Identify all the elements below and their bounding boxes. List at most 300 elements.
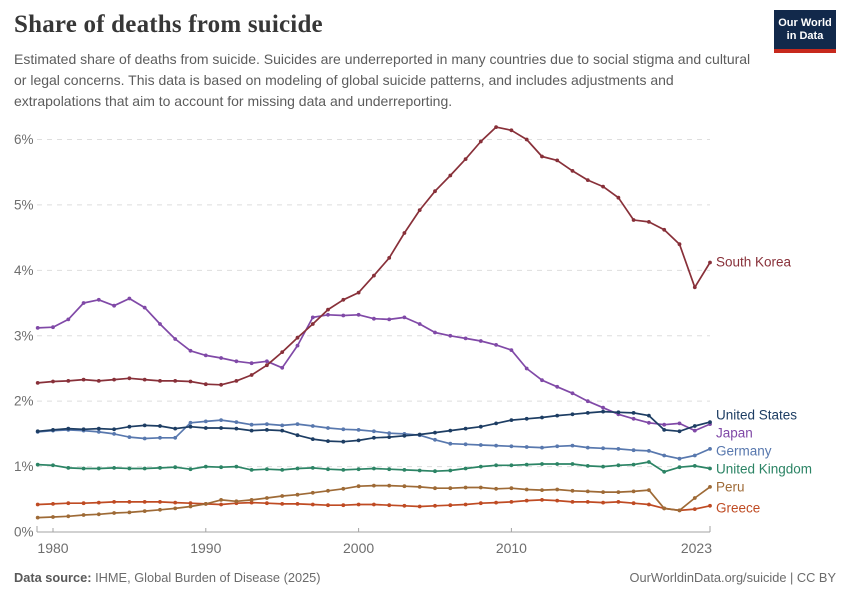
- attribution: OurWorldinData.org/suicide | CC BY: [629, 570, 836, 585]
- series-point-greece: [632, 501, 636, 505]
- series-point-united-kingdom: [403, 468, 407, 472]
- series-point-united-kingdom: [82, 467, 86, 471]
- series-point-united-kingdom: [51, 463, 55, 467]
- series-label-united-kingdom: United Kingdom: [716, 461, 813, 477]
- series-point-germany: [204, 420, 208, 424]
- series-point-south-korea: [647, 220, 651, 224]
- series-point-japan: [586, 399, 590, 403]
- series-point-united-states: [51, 428, 55, 432]
- x-tick-label: 2010: [495, 540, 527, 556]
- series-point-united-kingdom: [448, 469, 452, 473]
- series-point-germany: [693, 454, 697, 458]
- series-point-south-korea: [36, 381, 40, 385]
- series-point-germany: [250, 423, 254, 427]
- series-point-united-kingdom: [464, 467, 468, 471]
- series-point-united-kingdom: [708, 467, 712, 471]
- series-point-south-korea: [127, 376, 131, 380]
- series-point-japan: [571, 391, 575, 395]
- series-point-peru: [494, 487, 498, 491]
- series-point-greece: [189, 501, 193, 505]
- series-point-peru: [189, 505, 193, 509]
- series-point-south-korea: [341, 298, 345, 302]
- series-point-germany: [525, 445, 529, 449]
- series-point-germany: [143, 437, 147, 441]
- series-point-japan: [311, 316, 315, 320]
- series-point-peru: [693, 496, 697, 500]
- series-point-germany: [678, 457, 682, 461]
- series-point-germany: [464, 442, 468, 446]
- series-point-south-korea: [693, 285, 697, 289]
- series-point-greece: [112, 500, 116, 504]
- series-point-germany: [311, 424, 315, 428]
- series-point-japan: [112, 304, 116, 308]
- series-point-japan: [662, 423, 666, 427]
- series-point-south-korea: [280, 350, 284, 354]
- series-point-united-states: [632, 411, 636, 415]
- series-point-greece: [617, 500, 621, 504]
- series-point-united-states: [510, 418, 514, 422]
- series-point-united-states: [357, 439, 361, 443]
- series-point-united-states: [403, 434, 407, 438]
- series-point-greece: [326, 503, 330, 507]
- series-point-peru: [571, 489, 575, 493]
- series-point-united-states: [189, 425, 193, 429]
- series-point-south-korea: [51, 380, 55, 384]
- series-point-south-korea: [418, 208, 422, 212]
- series-point-greece: [448, 503, 452, 507]
- series-point-germany: [647, 449, 651, 453]
- series-point-united-states: [464, 427, 468, 431]
- series-label-united-states: United States: [716, 407, 798, 423]
- series-point-greece: [571, 500, 575, 504]
- series-point-japan: [82, 301, 86, 305]
- series-point-germany: [571, 444, 575, 448]
- series-point-united-kingdom: [433, 469, 437, 473]
- series-point-japan: [326, 313, 330, 317]
- series-point-japan: [235, 359, 239, 363]
- series-point-germany: [632, 448, 636, 452]
- series-point-germany: [448, 442, 452, 446]
- series-point-peru: [280, 494, 284, 498]
- y-tick-label: 2%: [14, 393, 34, 409]
- series-point-united-kingdom: [97, 467, 101, 471]
- series-point-greece: [158, 500, 162, 504]
- series-point-greece: [510, 500, 514, 504]
- series-point-greece: [173, 501, 177, 505]
- series-point-peru: [250, 498, 254, 502]
- series-point-greece: [51, 502, 55, 506]
- series-point-south-korea: [525, 138, 529, 142]
- series-point-greece: [357, 503, 361, 507]
- series-point-germany: [494, 444, 498, 448]
- series-point-south-korea: [494, 125, 498, 129]
- series-point-united-kingdom: [219, 465, 223, 469]
- series-point-united-states: [296, 433, 300, 437]
- series-point-peru: [387, 484, 391, 488]
- y-tick-label: 6%: [14, 132, 34, 147]
- series-point-south-korea: [708, 261, 712, 265]
- series-point-japan: [372, 317, 376, 321]
- x-tick-label: 2000: [343, 540, 375, 556]
- series-point-united-states: [158, 424, 162, 428]
- series-point-united-kingdom: [372, 467, 376, 471]
- series-point-united-states: [540, 416, 544, 420]
- series-point-germany: [372, 429, 376, 433]
- series-point-south-korea: [571, 169, 575, 173]
- series-point-south-korea: [678, 242, 682, 246]
- series-point-united-states: [617, 410, 621, 414]
- series-point-peru: [525, 488, 529, 492]
- series-point-peru: [510, 486, 514, 490]
- series-point-united-states: [418, 433, 422, 437]
- series-point-south-korea: [296, 336, 300, 340]
- series-point-japan: [296, 344, 300, 348]
- series-point-united-kingdom: [693, 464, 697, 468]
- series-point-japan: [601, 406, 605, 410]
- series-point-united-states: [586, 411, 590, 415]
- series-point-germany: [586, 446, 590, 450]
- series-point-greece: [265, 501, 269, 505]
- series-point-peru: [341, 487, 345, 491]
- series-point-peru: [540, 488, 544, 492]
- series-point-greece: [403, 504, 407, 508]
- series-point-peru: [127, 511, 131, 515]
- series-point-united-kingdom: [173, 465, 177, 469]
- series-point-japan: [158, 322, 162, 326]
- series-point-united-kingdom: [66, 466, 70, 470]
- series-point-united-kingdom: [265, 467, 269, 471]
- series-point-germany: [540, 446, 544, 450]
- series-point-peru: [448, 486, 452, 490]
- series-point-united-kingdom: [540, 462, 544, 466]
- series-point-united-states: [219, 426, 223, 430]
- series-point-japan: [280, 366, 284, 370]
- series-point-japan: [204, 354, 208, 358]
- series-point-south-korea: [433, 189, 437, 193]
- series-point-greece: [601, 501, 605, 505]
- series-point-germany: [173, 436, 177, 440]
- series-point-japan: [448, 334, 452, 338]
- series-point-south-korea: [617, 196, 621, 200]
- series-point-peru: [464, 486, 468, 490]
- series-point-united-states: [36, 429, 40, 433]
- series-point-peru: [433, 486, 437, 490]
- series-point-united-states: [387, 435, 391, 439]
- series-point-peru: [296, 493, 300, 497]
- series-label-greece: Greece: [716, 500, 761, 516]
- series-point-united-kingdom: [250, 468, 254, 472]
- series-point-united-states: [280, 429, 284, 433]
- series-point-japan: [387, 318, 391, 322]
- series-point-south-korea: [143, 378, 147, 382]
- series-point-united-kingdom: [235, 465, 239, 469]
- series-point-japan: [678, 422, 682, 426]
- series-point-united-states: [127, 425, 131, 429]
- series-point-united-states: [448, 429, 452, 433]
- series-point-germany: [219, 418, 223, 422]
- series-point-peru: [647, 488, 651, 492]
- series-point-greece: [586, 500, 590, 504]
- series-point-united-kingdom: [387, 467, 391, 471]
- series-point-united-kingdom: [311, 466, 315, 470]
- series-point-germany: [479, 443, 483, 447]
- series-point-greece: [66, 501, 70, 505]
- series-point-peru: [265, 496, 269, 500]
- series-point-united-kingdom: [494, 463, 498, 467]
- series-point-united-kingdom: [296, 467, 300, 471]
- data-source: [14, 570, 321, 585]
- y-tick-label: 4%: [14, 262, 34, 278]
- series-point-greece: [296, 502, 300, 506]
- series-point-germany: [296, 422, 300, 426]
- series-point-united-states: [494, 422, 498, 426]
- series-point-united-kingdom: [36, 463, 40, 467]
- series-point-japan: [51, 325, 55, 329]
- series-point-south-korea: [555, 159, 559, 163]
- series-label-germany: Germany: [716, 443, 772, 459]
- owid-logo-line2: in Data: [786, 30, 824, 42]
- series-point-germany: [357, 428, 361, 432]
- series-point-peru: [51, 515, 55, 519]
- series-point-greece: [36, 503, 40, 507]
- series-point-south-korea: [510, 128, 514, 132]
- series-point-greece: [464, 503, 468, 507]
- y-tick-label: 3%: [14, 328, 34, 344]
- series-point-united-kingdom: [510, 463, 514, 467]
- series-point-greece: [540, 498, 544, 502]
- series-point-germany: [341, 427, 345, 431]
- series-point-united-states: [341, 440, 345, 444]
- series-point-japan: [464, 337, 468, 341]
- series-point-peru: [357, 484, 361, 488]
- series-point-germany: [555, 444, 559, 448]
- series-point-greece: [311, 503, 315, 507]
- y-tick-label: 1%: [14, 459, 34, 475]
- series-point-japan: [250, 361, 254, 365]
- series-point-japan: [540, 378, 544, 382]
- series-point-south-korea: [448, 174, 452, 178]
- series-point-peru: [479, 486, 483, 490]
- series-point-south-korea: [219, 383, 223, 387]
- series-point-united-kingdom: [662, 470, 666, 474]
- series-point-south-korea: [204, 382, 208, 386]
- series-point-peru: [82, 513, 86, 517]
- series-point-united-states: [97, 427, 101, 431]
- series-point-united-kingdom: [326, 467, 330, 471]
- series-point-germany: [127, 435, 131, 439]
- series-point-greece: [127, 500, 131, 504]
- series-point-united-kingdom: [601, 465, 605, 469]
- series-point-japan: [494, 343, 498, 347]
- series-point-germany: [265, 422, 269, 426]
- series-point-peru: [97, 512, 101, 516]
- series-point-germany: [97, 430, 101, 434]
- series-point-united-states: [372, 436, 376, 440]
- series-line-south-korea: [38, 127, 710, 385]
- series-point-south-korea: [387, 256, 391, 260]
- series-point-germany: [326, 426, 330, 430]
- series-point-united-kingdom: [143, 467, 147, 471]
- owid-logo-line1: Our World: [778, 17, 832, 29]
- series-point-peru: [601, 490, 605, 494]
- series-point-united-states: [235, 427, 239, 431]
- series-point-united-kingdom: [678, 465, 682, 469]
- series-point-south-korea: [662, 228, 666, 232]
- series-label-south-korea: South Korea: [716, 254, 792, 270]
- series-point-south-korea: [250, 373, 254, 377]
- series-point-united-states: [571, 412, 575, 416]
- series-point-peru: [617, 490, 621, 494]
- series-point-peru: [311, 491, 315, 495]
- series-point-united-states: [433, 431, 437, 435]
- series-point-south-korea: [403, 231, 407, 235]
- series-point-united-states: [555, 414, 559, 418]
- series-point-greece: [341, 503, 345, 507]
- series-point-japan: [143, 306, 147, 310]
- series-point-greece: [555, 499, 559, 503]
- series-point-japan: [189, 349, 193, 353]
- series-point-south-korea: [311, 322, 315, 326]
- series-point-united-kingdom: [647, 460, 651, 464]
- series-point-japan: [219, 356, 223, 360]
- series-point-peru: [372, 484, 376, 488]
- series-point-south-korea: [189, 380, 193, 384]
- series-point-south-korea: [479, 140, 483, 144]
- series-point-greece: [372, 503, 376, 507]
- series-label-peru: Peru: [716, 479, 745, 495]
- series-point-peru: [326, 489, 330, 493]
- series-point-south-korea: [372, 274, 376, 278]
- series-point-peru: [555, 488, 559, 492]
- series-point-japan: [66, 318, 70, 322]
- series-point-japan: [693, 429, 697, 433]
- series-point-germany: [112, 432, 116, 436]
- series-point-greece: [280, 502, 284, 506]
- series-point-united-states: [250, 429, 254, 433]
- series-point-japan: [357, 313, 361, 317]
- series-point-germany: [708, 447, 712, 451]
- series-point-japan: [127, 297, 131, 301]
- series-point-greece: [479, 501, 483, 505]
- series-point-united-states: [326, 439, 330, 443]
- series-point-united-states: [311, 437, 315, 441]
- series-point-south-korea: [66, 379, 70, 383]
- series-point-greece: [494, 501, 498, 505]
- chart-subtitle: Estimated share of deaths from suicide. Suicides are underreported in many countries due to social stigma and cultural or legal concerns. This data is based on modeling of global suicide patterns, and includes adjustments and extrapolations that aim to account for missing data and underreporting.: [14, 51, 751, 109]
- series-point-peru: [173, 507, 177, 511]
- series-point-japan: [418, 322, 422, 326]
- series-point-peru: [36, 516, 40, 520]
- series-point-peru: [219, 498, 223, 502]
- series-point-germany: [662, 454, 666, 458]
- series-point-peru: [235, 499, 239, 503]
- series-point-peru: [66, 514, 70, 518]
- series-point-japan: [265, 359, 269, 363]
- series-point-united-states: [662, 428, 666, 432]
- series-point-germany: [617, 447, 621, 451]
- series-point-peru: [586, 490, 590, 494]
- series-point-south-korea: [586, 178, 590, 182]
- series-point-germany: [235, 420, 239, 424]
- series-point-united-kingdom: [586, 464, 590, 468]
- series-point-south-korea: [112, 378, 116, 382]
- series-point-peru: [708, 485, 712, 489]
- series-point-united-kingdom: [418, 469, 422, 473]
- series-point-japan: [632, 417, 636, 421]
- series-point-japan: [341, 314, 345, 318]
- series-point-united-kingdom: [357, 467, 361, 471]
- series-point-japan: [97, 298, 101, 302]
- series-point-south-korea: [464, 157, 468, 161]
- series-point-united-states: [678, 429, 682, 433]
- series-point-peru: [158, 508, 162, 512]
- series-point-united-states: [143, 424, 147, 428]
- series-point-germany: [189, 421, 193, 425]
- series-point-south-korea: [173, 379, 177, 383]
- series-point-united-kingdom: [112, 466, 116, 470]
- series-point-united-kingdom: [555, 462, 559, 466]
- y-tick-label: 0%: [14, 524, 34, 540]
- series-point-germany: [433, 438, 437, 442]
- series-point-peru: [204, 502, 208, 506]
- series-point-japan: [433, 331, 437, 335]
- series-point-greece: [647, 503, 651, 507]
- series-point-united-states: [204, 426, 208, 430]
- series-point-greece: [433, 504, 437, 508]
- series-point-south-korea: [82, 378, 86, 382]
- series-point-greece: [418, 505, 422, 509]
- series-point-germany: [387, 431, 391, 435]
- series-point-united-states: [66, 427, 70, 431]
- series-point-united-states: [173, 427, 177, 431]
- series-point-japan: [173, 337, 177, 341]
- series-point-germany: [601, 446, 605, 450]
- series-point-peru: [632, 490, 636, 494]
- series-point-peru: [143, 509, 147, 513]
- series-point-south-korea: [540, 155, 544, 159]
- series-point-greece: [525, 499, 529, 503]
- series-point-united-states: [525, 417, 529, 421]
- series-point-united-states: [647, 414, 651, 418]
- x-tick-label: 1980: [37, 540, 69, 556]
- series-point-peru: [112, 511, 116, 515]
- data-source-label: Data source:: [14, 570, 92, 585]
- series-point-united-states: [479, 425, 483, 429]
- series-point-greece: [219, 503, 223, 507]
- series-point-south-korea: [235, 379, 239, 383]
- series-point-united-kingdom: [571, 462, 575, 466]
- series-point-peru: [662, 507, 666, 511]
- chart-title: Share of deaths from suicide: [14, 11, 323, 38]
- y-tick-label: 5%: [14, 197, 34, 213]
- series-point-peru: [678, 509, 682, 513]
- series-point-united-kingdom: [204, 465, 208, 469]
- series-point-greece: [143, 500, 147, 504]
- series-point-south-korea: [97, 379, 101, 383]
- series-point-united-kingdom: [127, 467, 131, 471]
- series-point-peru: [418, 485, 422, 489]
- series-point-united-kingdom: [617, 463, 621, 467]
- series-point-united-kingdom: [341, 468, 345, 472]
- series-point-united-states: [82, 427, 86, 431]
- series-point-south-korea: [601, 185, 605, 189]
- series-point-japan: [36, 326, 40, 330]
- data-source-value: IHME, Global Burden of Disease (2025): [91, 570, 321, 585]
- series-point-united-kingdom: [632, 463, 636, 467]
- series-point-united-states: [601, 410, 605, 414]
- series-point-south-korea: [158, 379, 162, 383]
- series-point-japan: [647, 421, 651, 425]
